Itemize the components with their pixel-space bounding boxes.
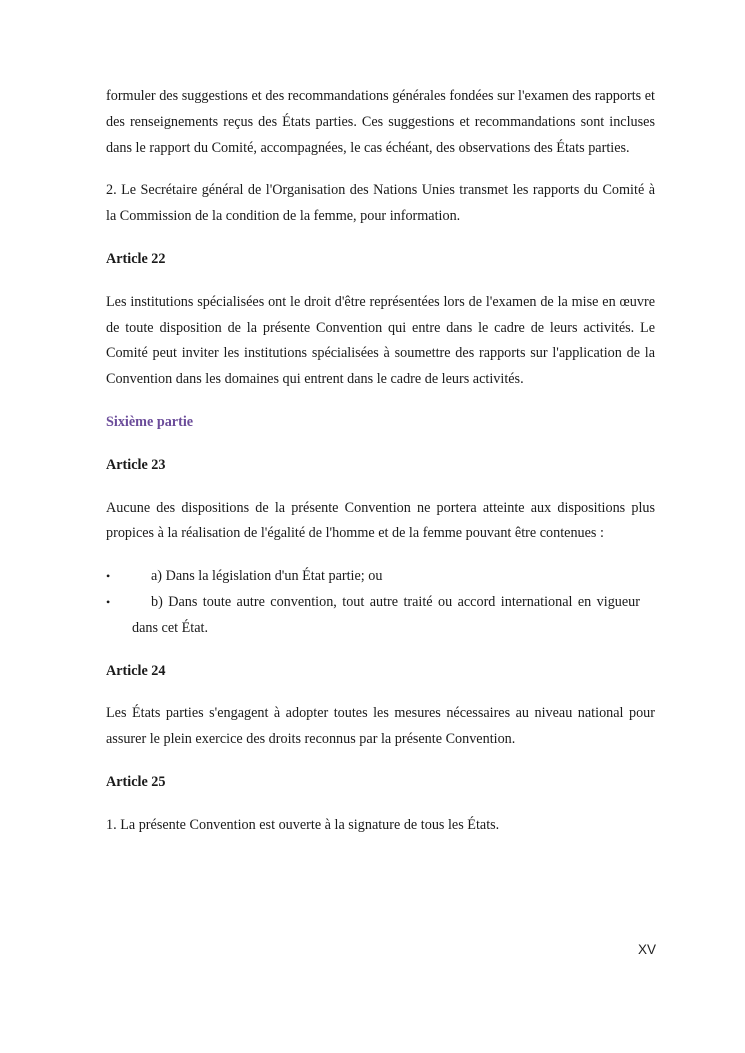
section-title-part-six: Sixième partie [106,413,194,430]
heading-article-24: Article 24 [106,662,166,679]
paragraph-provisions: Aucune des dispositions de la présente Convention ne portera atteinte aux dispositions plus propices à la réalisation de l'égalité de l'homme et de la femme pouvant être contenues : [106,499,655,542]
heading-article-22: Article 22 [106,250,166,267]
bullet-marker: • [106,594,111,609]
paragraph-recommendations: formuler des suggestions et des recommandations générales fondées sur l'examen des rapports et des renseignements reçus des États parties. Ces suggestions et recommandations sont incluses dans le rapport du Comité, accompagnées, le cas échéant, des observations des États parties. [106,88,655,156]
paragraph-national-measures: Les États parties s'engagent à adopter toutes les mesures nécessaires au niveau national pour assurer le plein exercice des droits reconnus par la présente Convention. [106,705,655,748]
page-number: XV [637,942,656,957]
paragraph-signature: 1. La présente Convention est ouverte à la signature de tous les États. [106,816,500,833]
list-item [106,564,655,590]
paragraph-secretary-general: 2. Le Secrétaire général de l'Organisation des Nations Unies transmet les rapports du Comité à la Commission de la condition de la femme, pour information. [106,182,655,225]
bullet-list [106,564,655,641]
list-item-text: b) Dans toute autre convention, tout autre traité ou accord international en vigueur dans cet État. [132,593,640,636]
list-item-text: a) Dans la législation d'un État partie; ou [151,568,383,585]
list-item [106,590,655,642]
document-page [106,84,655,839]
bullet-marker: • [106,569,111,584]
heading-article-23: Article 23 [106,456,166,473]
heading-article-25: Article 25 [106,773,166,790]
paragraph-specialized-agencies: Les institutions spécialisées ont le droit d'être représentées lors de l'examen de la mise en œuvre de toute disposition de la présente Convention qui entre dans le cadre de leurs activités. Le Comité peut inviter les institutions spécialisées à soumettre des rapports sur l'application de la Convention dans les domaines qui entrent dans le cadre de leurs activités. [106,293,655,388]
